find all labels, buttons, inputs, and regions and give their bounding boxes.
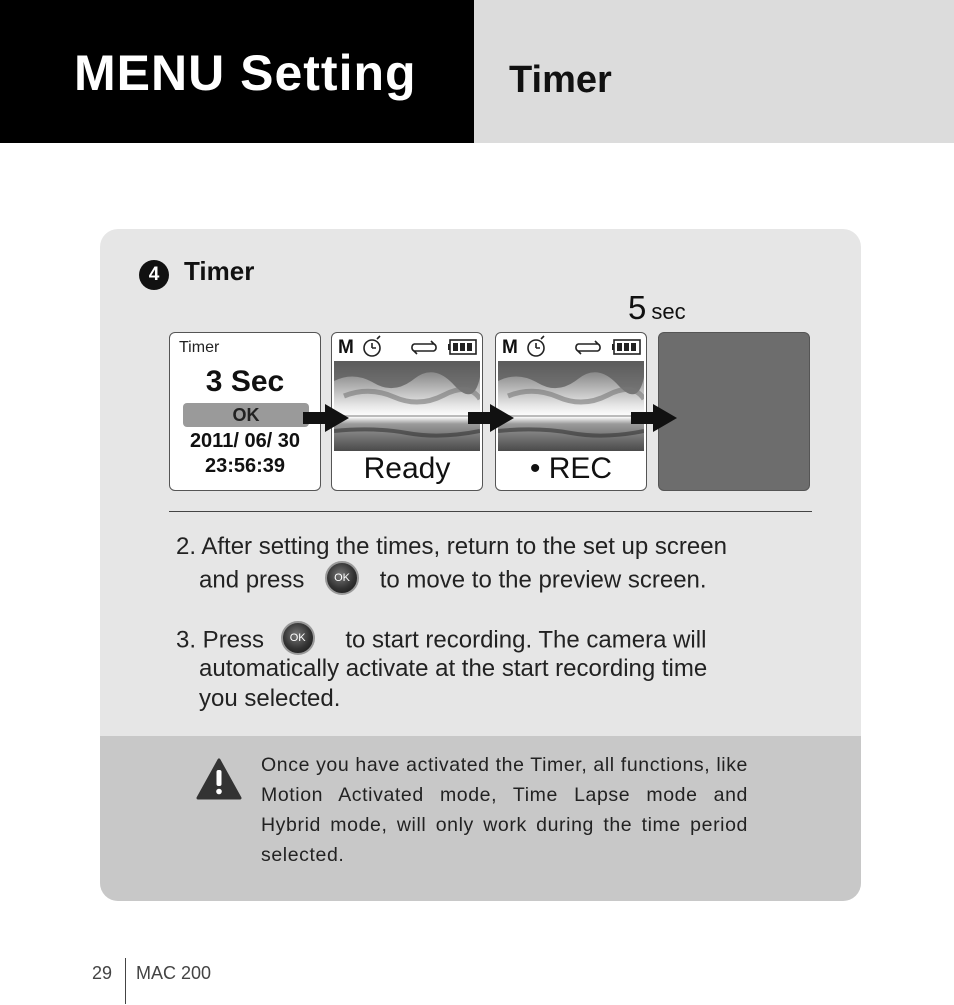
page-number: 29 <box>92 963 113 983</box>
arrow-right-icon <box>631 402 679 434</box>
instruction-step-2-line-1: 2. After setting the times, return to the set up screen <box>176 533 727 560</box>
instruction-step-3-line-3: you selected. <box>199 685 341 712</box>
footer-divider <box>125 958 126 1004</box>
step-title: Timer <box>184 256 255 286</box>
battery-icon <box>448 340 476 354</box>
content-panel <box>100 229 861 901</box>
timer-value: 3 Sec <box>205 365 285 398</box>
screen-date: 2011/ 06/ 30 <box>189 430 301 452</box>
page-subtitle: Timer <box>509 59 612 101</box>
rec-message: • REC <box>529 452 613 485</box>
ok-bar: OK <box>183 403 309 427</box>
timer-icon <box>364 336 380 356</box>
battery-icon <box>612 340 640 354</box>
ready-message: Ready <box>363 452 451 485</box>
warning-text: Once you have activated the Timer, all functions, like Motion Activated mode, Time Lapse mode and Hybrid mode, will only work during the time period selected. <box>261 754 748 866</box>
step-number-badge: 4 <box>139 260 169 290</box>
mode-indicator: M <box>338 337 354 358</box>
instruction-text: and press <box>199 566 305 594</box>
instruction-text: to move to the preview screen. <box>379 566 707 594</box>
status-icons <box>496 333 647 361</box>
ready-preview-screen <box>331 332 483 491</box>
header-grey-bar <box>474 0 954 143</box>
instruction-step-3-line-2: automatically activate at the start recording time <box>199 655 708 682</box>
timer-setting-screen <box>169 332 321 491</box>
status-icons <box>332 333 483 361</box>
preview-image <box>498 361 644 451</box>
loop-icon <box>412 341 436 354</box>
section-title: MENU Setting <box>74 45 417 101</box>
timer-icon <box>528 336 544 356</box>
instruction-step-3-line-1 <box>176 624 706 658</box>
header-black-bar <box>0 0 474 143</box>
instruction-text: 3. Press <box>176 626 265 654</box>
recording-screen <box>495 332 647 491</box>
delay-value: 5 <box>628 289 647 326</box>
mode-indicator: M <box>502 337 518 358</box>
ok-button-icon: OK <box>325 561 359 595</box>
screen-label: Timer <box>179 339 220 356</box>
arrow-right-icon <box>303 402 351 434</box>
model-name: MAC 200 <box>136 963 212 983</box>
warning-note <box>100 736 861 901</box>
warning-icon <box>196 758 242 800</box>
instruction-text: to start recording. The camera will <box>345 626 707 654</box>
divider <box>169 511 812 512</box>
loop-icon <box>576 341 600 354</box>
screen-time: 23:56:39 <box>204 455 286 477</box>
delay-label <box>628 289 686 327</box>
delay-unit: sec <box>651 299 686 324</box>
preview-image <box>334 361 480 451</box>
instruction-step-2-line-2 <box>199 564 707 598</box>
blank-screen <box>658 332 810 491</box>
arrow-right-icon <box>468 402 516 434</box>
ok-button-icon: OK <box>281 621 315 655</box>
